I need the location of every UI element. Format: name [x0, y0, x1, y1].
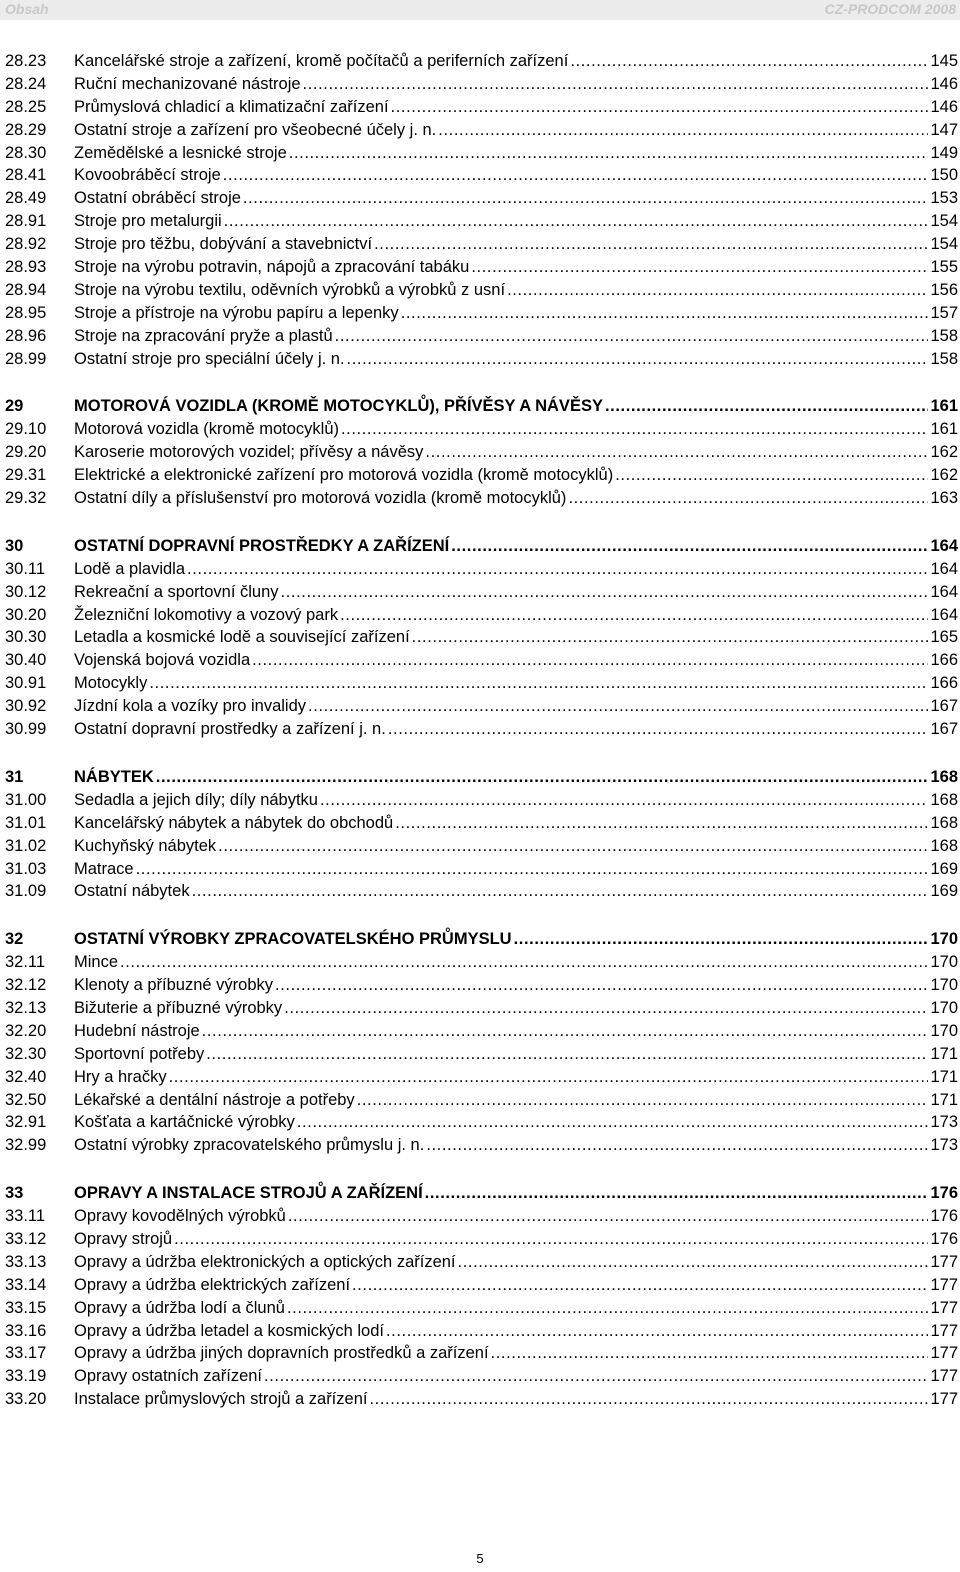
toc-entry-number: 31.00 — [5, 790, 47, 809]
toc-entry-page: 170 — [930, 953, 958, 972]
toc-entry[interactable] — [5, 695, 958, 718]
toc-entry-title: Jízdní kola a vozíky pro invalidy — [74, 697, 307, 716]
toc-entry-page: 150 — [930, 166, 958, 185]
toc-dot-leader — [224, 210, 929, 233]
toc-section — [5, 1182, 958, 1411]
toc-entry[interactable] — [5, 279, 958, 302]
toc-entry-number: 33.13 — [5, 1252, 47, 1271]
toc-dot-leader — [352, 1274, 928, 1297]
toc-entry-number: 33 — [5, 1184, 24, 1203]
toc-entry-number: 28.95 — [5, 303, 47, 322]
toc-entry-page: 168 — [930, 790, 958, 809]
toc-entry-title: Košťata a kartáčnické výrobky — [74, 1113, 295, 1132]
toc-entry-number: 33.15 — [5, 1298, 47, 1317]
toc-entry-title: Stroje pro metalurgii — [74, 212, 222, 231]
toc-entry-title: Vojenská bojová vozidla — [74, 651, 251, 670]
toc-dot-leader — [458, 1251, 929, 1274]
toc-entry-title: Lékařské a dentální nástroje a potřeby — [74, 1090, 355, 1109]
toc-dot-leader — [425, 1182, 929, 1205]
toc-entry-number: 29.32 — [5, 489, 47, 508]
toc-dot-leader — [386, 1320, 928, 1343]
toc-entry-number: 32.13 — [5, 998, 47, 1017]
toc-entry[interactable] — [5, 302, 958, 325]
toc-entry-number: 29.10 — [5, 420, 47, 439]
toc-entry[interactable] — [5, 1388, 958, 1411]
toc-entry-page: 163 — [930, 489, 958, 508]
toc-entry-title: Letadla a kosmické lodě a související zařízení — [74, 628, 410, 647]
toc-entry[interactable] — [5, 73, 958, 96]
toc-entry-page: 177 — [930, 1252, 958, 1271]
toc-entry-title: Bižuterie a příbuzné výrobky — [74, 998, 283, 1017]
toc-entry-page: 167 — [930, 697, 958, 716]
toc-entry-number: 32.91 — [5, 1113, 47, 1132]
toc-entry-page: 177 — [930, 1390, 958, 1409]
toc-entry-title: Opravy strojů — [74, 1229, 173, 1248]
toc-entry-title: Opravy a údržba jiných dopravních prostředků a zařízení — [74, 1344, 489, 1363]
toc-entry-page: 166 — [930, 651, 958, 670]
toc-entry[interactable] — [5, 348, 958, 371]
toc-dot-leader — [451, 535, 928, 558]
toc-entry-page: 177 — [930, 1275, 958, 1294]
toc-entry[interactable] — [5, 1134, 958, 1157]
toc-entry[interactable] — [5, 626, 958, 649]
toc-entry-number: 28.25 — [5, 97, 47, 116]
toc-entry-title: Opravy a údržba letadel a kosmických lodí — [74, 1321, 384, 1340]
toc-entry-title: Motorová vozidla (kromě motocyklů) — [74, 420, 339, 439]
toc-entry[interactable] — [5, 789, 958, 812]
toc-entry[interactable] — [5, 1205, 958, 1228]
toc-entry-number: 28.99 — [5, 349, 47, 368]
toc-entry-number: 33.14 — [5, 1275, 47, 1294]
toc-entry[interactable] — [5, 187, 958, 210]
toc-entry-number: 32.11 — [5, 953, 46, 972]
toc-entry[interactable] — [5, 1066, 958, 1089]
toc-dot-leader — [341, 418, 928, 441]
toc-entry-title: Klenoty a příbuzné výrobky — [74, 976, 274, 995]
toc-entry-page: 169 — [930, 859, 958, 878]
toc-dot-leader — [223, 164, 929, 187]
toc-entry-page: 164 — [930, 559, 958, 578]
toc-dot-leader — [218, 835, 928, 858]
toc-dot-leader — [426, 1134, 928, 1157]
toc-entry-page: 164 — [930, 605, 958, 624]
toc-entry-title: Ruční mechanizované nástroje — [74, 74, 301, 93]
header-section-title: Obsah — [5, 1, 49, 17]
toc-entry-number: 28.94 — [5, 280, 47, 299]
toc-dot-leader — [401, 302, 929, 325]
toc-entry-number: 30.11 — [5, 559, 46, 578]
toc-entry-page: 171 — [930, 1044, 958, 1063]
toc-entry-title: Stroje a přístroje na výrobu papíru a lepenky — [74, 303, 399, 322]
toc-entry[interactable] — [5, 974, 958, 997]
toc-entry-page: 156 — [930, 280, 958, 299]
toc-entry-page: 167 — [930, 720, 958, 739]
toc-entry-number: 32.50 — [5, 1090, 47, 1109]
toc-entry-title: Ostatní obráběcí stroje — [74, 189, 241, 208]
toc-dot-leader — [281, 581, 929, 604]
toc-entry-title: Opravy a údržba elektronických a optických zařízení — [74, 1252, 456, 1271]
toc-entry-number: 30.20 — [5, 605, 47, 624]
toc-entry-title: Karoserie motorových vozidel; přívěsy a návěsy — [74, 443, 424, 462]
toc-entry[interactable] — [5, 233, 958, 256]
toc-dot-leader — [284, 997, 928, 1020]
toc-entry-page: 164 — [930, 536, 958, 555]
toc-entry[interactable] — [5, 880, 958, 903]
toc-entry-title: Stroje na zpracování pryže a plastů — [74, 326, 333, 345]
toc-entry-number: 33.17 — [5, 1344, 47, 1363]
toc-dot-leader — [438, 119, 928, 142]
toc-entry-page: 154 — [930, 212, 958, 231]
toc-entry-page: 149 — [930, 143, 958, 162]
toc-entry-title: Mince — [74, 953, 119, 972]
toc-dot-leader — [149, 672, 928, 695]
toc-dot-leader — [303, 73, 929, 96]
toc-dot-leader — [187, 558, 928, 581]
toc-entry-title: Lodě a plavidla — [74, 559, 186, 578]
toc-entry-title: Ostatní výrobky zpracovatelského průmyslu j. n. — [74, 1136, 425, 1155]
toc-entry-number: 33.16 — [5, 1321, 47, 1340]
toc-entry-title: Rekreační a sportovní čluny — [74, 582, 279, 601]
toc-entry-page: 161 — [930, 397, 958, 416]
toc-entry-number: 29.31 — [5, 466, 47, 485]
toc-entry-number: 31.09 — [5, 882, 47, 901]
toc-entry[interactable] — [5, 464, 958, 487]
toc-entry-title: Instalace průmyslových strojů a zařízení — [74, 1390, 368, 1409]
toc-entry[interactable] — [5, 1274, 958, 1297]
toc-entry-page: 177 — [930, 1344, 958, 1363]
toc-dot-leader — [320, 789, 928, 812]
toc-section — [5, 535, 958, 741]
toc-entry-title: NÁBYTEK — [74, 767, 154, 786]
toc-dot-leader — [374, 233, 928, 256]
toc-entry-number: 32.20 — [5, 1021, 47, 1040]
toc-entry-number: 28.29 — [5, 120, 47, 139]
toc-dot-leader — [347, 348, 929, 371]
toc-entry[interactable] — [5, 119, 958, 142]
toc-chapter-entry[interactable] — [5, 395, 958, 418]
toc-entry-page: 165 — [930, 628, 958, 647]
toc-dot-leader — [615, 464, 928, 487]
toc-entry-number: 32 — [5, 930, 24, 949]
toc-entry-title: MOTOROVÁ VOZIDLA (KROMĚ MOTOCYKLŮ), PŘÍVĚSY A NÁVĚSY — [74, 397, 603, 416]
toc-entry-page: 154 — [930, 235, 958, 254]
toc-entry-title: Kovoobráběcí stroje — [74, 166, 221, 185]
toc-entry-title: Železniční lokomotivy a vozový park — [74, 605, 339, 624]
toc-dot-leader — [192, 880, 929, 903]
toc-dot-leader — [340, 604, 928, 627]
toc-entry[interactable] — [5, 164, 958, 187]
toc-dot-leader — [287, 1297, 929, 1320]
toc-entry[interactable] — [5, 812, 958, 835]
toc-entry-page: 164 — [930, 582, 958, 601]
toc-entry-page: 158 — [930, 326, 958, 345]
toc-entry-number: 28.91 — [5, 212, 47, 231]
toc-entry-number: 28.23 — [5, 52, 47, 70]
toc-entry-title: Stroje pro těžbu, dobývání a stavebnictví — [74, 235, 373, 254]
toc-entry-number: 29 — [5, 397, 24, 416]
toc-dot-leader — [514, 928, 929, 951]
toc-entry[interactable] — [5, 487, 958, 510]
toc-entry-number: 28.96 — [5, 326, 47, 345]
toc-entry-number: 33.19 — [5, 1367, 47, 1386]
toc-entry-title: OSTATNÍ VÝROBKY ZPRACOVATELSKÉHO PRŮMYSLU — [74, 930, 512, 949]
toc-entry-number: 31.02 — [5, 836, 47, 855]
toc-entry-number: 30.99 — [5, 720, 47, 739]
toc-entry-title: Hudební nástroje — [74, 1021, 200, 1040]
toc-entry[interactable] — [5, 1365, 958, 1388]
toc-entry-title: Opravy a údržba lodí a člunů — [74, 1298, 285, 1317]
toc-entry-page: 171 — [930, 1067, 958, 1086]
toc-section — [5, 395, 958, 509]
toc-entry-number: 28.49 — [5, 189, 47, 208]
header-document-title: CZ-PRODCOM 2008 — [824, 1, 956, 17]
page-number: 5 — [476, 1551, 484, 1566]
toc-dot-leader — [507, 279, 928, 302]
toc-entry-page: 168 — [930, 813, 958, 832]
toc-entry-title: Ostatní nábytek — [74, 882, 190, 901]
toc-entry-page: 158 — [930, 349, 958, 368]
toc-entry-page: 168 — [930, 836, 958, 855]
toc-entry-number: 28.41 — [5, 166, 47, 185]
toc-entry-page: 177 — [930, 1298, 958, 1317]
toc-entry[interactable] — [5, 256, 958, 279]
toc-entry-number: 28.30 — [5, 143, 47, 162]
toc-dot-leader — [297, 1111, 929, 1134]
toc-entry-number: 30.30 — [5, 628, 47, 647]
toc-dot-leader — [395, 812, 928, 835]
toc-entry-number: 31 — [5, 767, 24, 786]
toc-entry-number: 32.99 — [5, 1136, 47, 1155]
toc-entry[interactable] — [5, 1228, 958, 1251]
toc-entry-title: Ostatní stroje pro speciální účely j. n. — [74, 349, 345, 368]
toc-entry-page: 170 — [930, 976, 958, 995]
toc-entry-title: Ostatní dopravní prostředky a zařízení j. n. — [74, 720, 386, 739]
toc-entry-title: Průmyslová chladicí a klimatizační zařízení — [74, 97, 389, 116]
page-header — [0, 0, 960, 20]
toc-dot-leader — [174, 1228, 928, 1251]
toc-entry-page: 146 — [930, 74, 958, 93]
toc-entry-page: 173 — [930, 1136, 958, 1155]
toc-dot-leader — [605, 395, 929, 418]
toc-entry-number: 32.30 — [5, 1044, 47, 1063]
toc-dot-leader — [136, 858, 929, 881]
toc-entry[interactable] — [5, 96, 958, 119]
toc-dot-leader — [335, 325, 929, 348]
toc-dot-leader — [412, 626, 929, 649]
toc-entry-page: 166 — [930, 674, 958, 693]
toc-dot-leader — [252, 649, 928, 672]
table-of-contents — [5, 50, 958, 1436]
toc-entry[interactable] — [5, 441, 958, 464]
toc-entry[interactable] — [5, 142, 958, 165]
toc-entry[interactable] — [5, 418, 958, 441]
toc-dot-leader — [206, 1043, 928, 1066]
toc-dot-leader — [425, 441, 928, 464]
toc-dot-leader — [202, 1020, 929, 1043]
toc-entry[interactable] — [5, 649, 958, 672]
toc-entry-number: 31.03 — [5, 859, 47, 878]
toc-entry[interactable] — [5, 1297, 958, 1320]
toc-entry-page: 173 — [930, 1113, 958, 1132]
toc-entry[interactable] — [5, 718, 958, 741]
toc-entry-page: 162 — [930, 466, 958, 485]
toc-entry-number: 30 — [5, 536, 24, 555]
toc-entry-number: 31.01 — [5, 813, 47, 832]
toc-entry-page: 170 — [930, 1021, 958, 1040]
toc-dot-leader — [391, 96, 929, 119]
toc-entry-title: Ostatní díly a příslušenství pro motorová vozidla (kromě motocyklů) — [74, 489, 567, 508]
toc-entry-title: Kancelářské stroje a zařízení, kromě počítačů a periferních zařízení — [74, 52, 569, 70]
toc-dot-leader — [169, 1066, 929, 1089]
toc-entry-title: Opravy a údržba elektrických zařízení — [74, 1275, 351, 1294]
toc-entry[interactable] — [5, 210, 958, 233]
toc-entry[interactable] — [5, 858, 958, 881]
toc-entry-page: 176 — [930, 1229, 958, 1248]
toc-entry-page: 177 — [930, 1321, 958, 1340]
toc-entry-title: Ostatní stroje a zařízení pro všeobecné účely j. n. — [74, 120, 437, 139]
toc-dot-leader — [288, 1205, 929, 1228]
toc-entry-page: 176 — [930, 1184, 958, 1203]
toc-entry-page: 170 — [930, 930, 958, 949]
toc-entry[interactable] — [5, 835, 958, 858]
toc-entry[interactable] — [5, 604, 958, 627]
toc-entry-number: 33.12 — [5, 1229, 47, 1248]
toc-entry[interactable] — [5, 1251, 958, 1274]
toc-entry-page: 162 — [930, 443, 958, 462]
toc-chapter-entry[interactable] — [5, 535, 958, 558]
toc-section — [5, 928, 958, 1157]
toc-dot-leader — [156, 766, 929, 789]
toc-section — [5, 766, 958, 903]
toc-dot-leader — [308, 695, 928, 718]
toc-entry-number: 30.92 — [5, 697, 47, 716]
toc-entry-title: Sportovní potřeby — [74, 1044, 205, 1063]
toc-entry-number: 30.40 — [5, 651, 47, 670]
toc-entry-number: 28.93 — [5, 258, 47, 277]
toc-entry[interactable] — [5, 1043, 958, 1066]
toc-entry[interactable] — [5, 558, 958, 581]
toc-entry-title: OSTATNÍ DOPRAVNÍ PROSTŘEDKY A ZAŘÍZENÍ — [74, 536, 450, 555]
toc-dot-leader — [289, 142, 929, 165]
toc-section — [5, 50, 958, 370]
toc-chapter-entry[interactable] — [5, 766, 958, 789]
toc-entry[interactable] — [5, 951, 958, 974]
toc-entry-title: Opravy ostatních zařízení — [74, 1367, 263, 1386]
toc-entry-title: Hry a hračky — [74, 1067, 167, 1086]
toc-entry-page: 161 — [930, 420, 958, 439]
toc-dot-leader — [471, 256, 928, 279]
toc-chapter-entry[interactable] — [5, 928, 958, 951]
toc-entry[interactable] — [5, 1020, 958, 1043]
toc-dot-leader — [264, 1365, 928, 1388]
toc-entry[interactable] — [5, 1089, 958, 1112]
toc-entry-number: 30.12 — [5, 582, 47, 601]
toc-chapter-entry[interactable] — [5, 1182, 958, 1205]
toc-entry-page: 153 — [930, 189, 958, 208]
toc-entry[interactable] — [5, 1320, 958, 1343]
toc-entry-title: Elektrické a elektronické zařízení pro motorová vozidla (kromě motocyklů) — [74, 466, 614, 485]
toc-entry-page: 168 — [930, 767, 958, 786]
toc-entry-page: 177 — [930, 1367, 958, 1386]
toc-entry-number: 32.12 — [5, 976, 47, 995]
toc-entry[interactable] — [5, 325, 958, 348]
toc-entry-number: 32.40 — [5, 1067, 47, 1086]
toc-entry[interactable] — [5, 581, 958, 604]
toc-entry-title: Stroje na výrobu potravin, nápojů a zpracování tabáku — [74, 258, 470, 277]
toc-entry-number: 28.24 — [5, 74, 47, 93]
toc-dot-leader — [357, 1089, 929, 1112]
toc-entry-page: 169 — [930, 882, 958, 901]
toc-entry-page: 145 — [930, 52, 958, 70]
toc-entry-title: Motocykly — [74, 674, 148, 693]
toc-entry-title: OPRAVY A INSTALACE STROJŮ A ZAŘÍZENÍ — [74, 1184, 423, 1203]
toc-entry[interactable] — [5, 1342, 958, 1365]
toc-entry-number: 30.91 — [5, 674, 47, 693]
toc-dot-leader — [275, 974, 928, 997]
toc-dot-leader — [369, 1388, 928, 1411]
toc-dot-leader — [570, 50, 928, 73]
toc-entry-page: 146 — [930, 97, 958, 116]
toc-entry-page: 147 — [930, 120, 958, 139]
toc-entry-title: Matrace — [74, 859, 134, 878]
toc-entry-number: 33.20 — [5, 1390, 47, 1409]
toc-entry[interactable] — [5, 50, 958, 73]
toc-entry-title: Kancelářský nábytek a nábytek do obchodů — [74, 813, 394, 832]
toc-entry-title: Kuchyňský nábytek — [74, 836, 217, 855]
toc-entry[interactable] — [5, 997, 958, 1020]
toc-entry-number: 29.20 — [5, 443, 47, 462]
toc-dot-leader — [120, 951, 928, 974]
toc-dot-leader — [243, 187, 929, 210]
toc-dot-leader — [491, 1342, 929, 1365]
toc-entry-page: 155 — [930, 258, 958, 277]
toc-entry-page: 171 — [930, 1090, 958, 1109]
toc-entry-title: Stroje na výrobu textilu, oděvních výrobků a výrobků z usní — [74, 280, 506, 299]
toc-entry-page: 170 — [930, 998, 958, 1017]
toc-entry[interactable] — [5, 1111, 958, 1134]
toc-entry-number: 28.92 — [5, 235, 47, 254]
toc-entry[interactable] — [5, 672, 958, 695]
toc-entry-title: Sedadla a jejich díly; díly nábytku — [74, 790, 318, 809]
toc-entry-title: Opravy kovodělných výrobků — [74, 1207, 286, 1226]
toc-entry-page: 157 — [930, 303, 958, 322]
toc-entry-number: 33.11 — [5, 1207, 46, 1226]
toc-entry-title: Zemědělské a lesnické stroje — [74, 143, 287, 162]
toc-entry-page: 176 — [930, 1207, 958, 1226]
toc-dot-leader — [568, 487, 928, 510]
toc-dot-leader — [388, 718, 929, 741]
